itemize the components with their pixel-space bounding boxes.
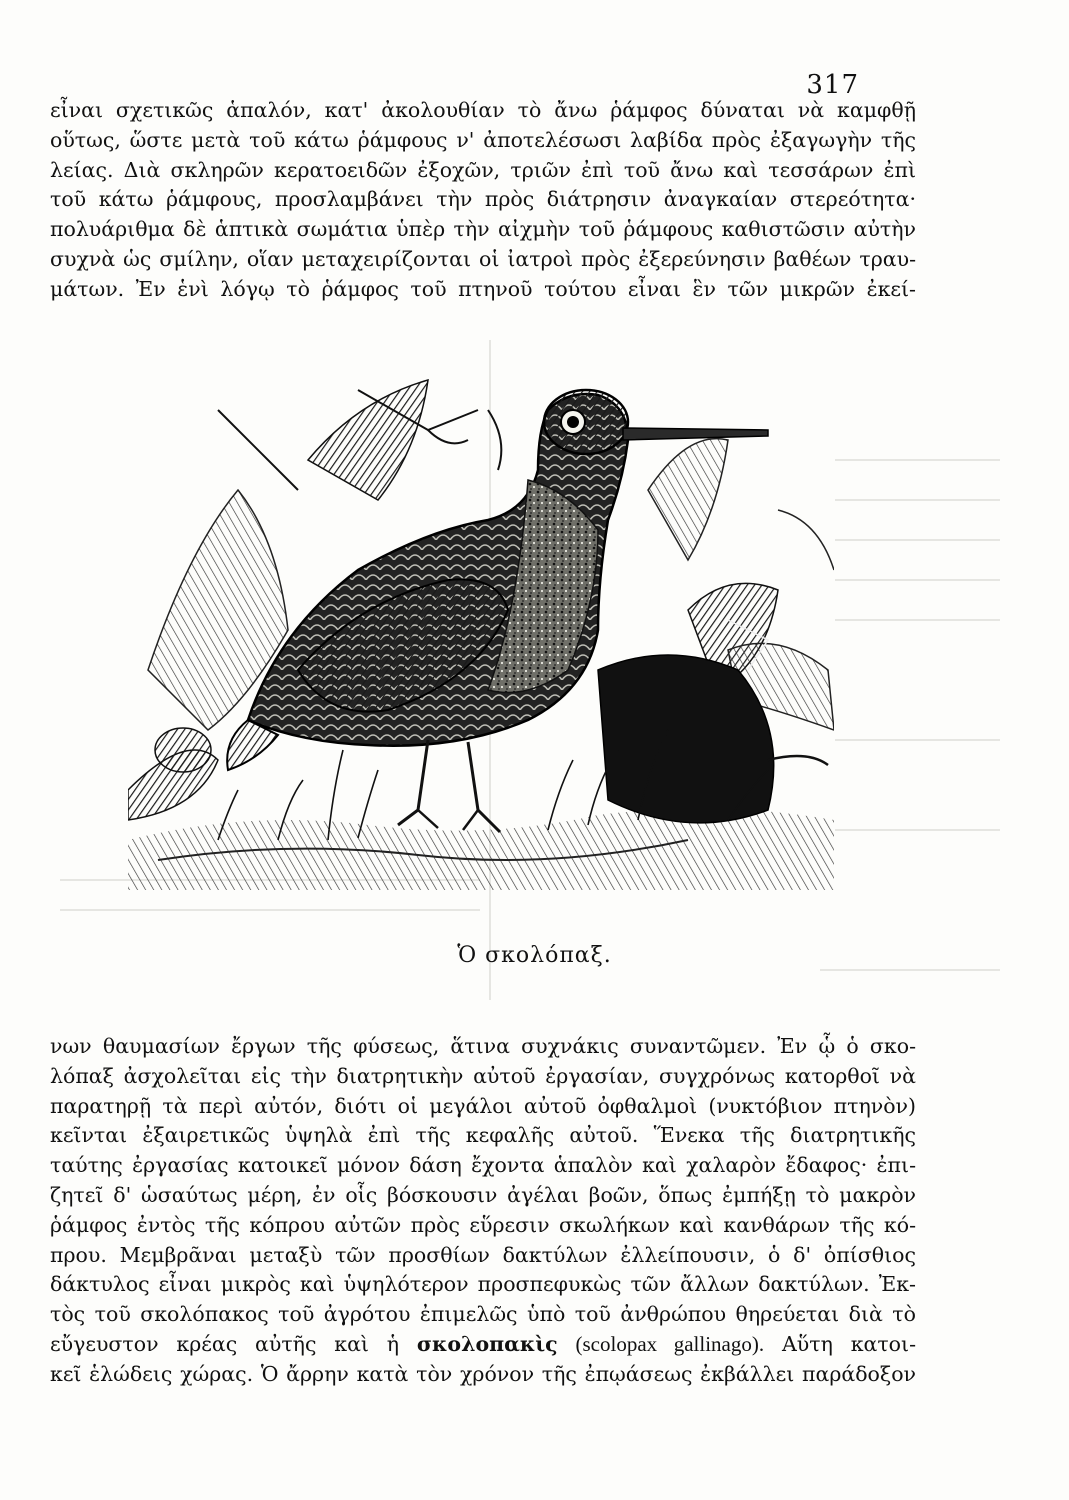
text-segment: Αὕτη κατοι-: [781, 1331, 916, 1356]
text-line: πολυάριθμα δὲ ἁπτικὰ σωμάτια ὑπὲρ τὴν αἰχμὴν τοῦ ῥάμφους καθιστῶσιν αὐτὴν: [50, 217, 916, 242]
text-line: κεῖνται ἐξαιρετικῶς ὑψηλὰ ἐπὶ τῆς κεφαλῆς αὐτοῦ. Ἕνεκα τῆς διατρητικῆς: [50, 1123, 916, 1148]
text-line: λόπαξ ἀσχολεῖται εἰς τὴν διατρητικὴν αὐτοῦ ἐργασίαν, συγχρόνως κατορθοῖ νὰ: [50, 1063, 916, 1088]
text-line-with-term: [50, 1330, 916, 1360]
latin-name: (scolopax gallinago).: [575, 1331, 765, 1356]
text-line: τὸς τοῦ σκολόπακος τοῦ ἀγρότου ἐπιμελῶς ὑπὸ τοῦ ἀνθρώπου θηρεύεται διὰ τὸ: [50, 1302, 916, 1327]
top-paragraph: [50, 96, 916, 305]
text-line: ζητεῖ δ' ὡσαύτως μέρη, ἐν οἷς βόσκουσιν ἀγέλαι βοῶν, ὅπως ἐμπήξῃ τὸ μακρὸν: [50, 1182, 916, 1207]
text-segment: εὔγευστον κρέας αὐτῆς καὶ ἡ: [50, 1331, 400, 1356]
figure-caption: Ὁ σκολόπαξ.: [457, 943, 612, 968]
text-line: πρου. Μεμβρᾶναι μεταξὺ τῶν προσθίων δακτύλων ἐλλείπουσιν, ὁ δ' ὀπίσθιος: [50, 1242, 916, 1267]
text-line: συχνὰ ὡς σμίλην, οἵαν μεταχειρίζονται οἱ ἰατροὶ πρὸς ἐξερεύνησιν βαθέων τραυ-: [50, 246, 916, 271]
text-line: λείας. Διὰ σκληρῶν κερατοειδῶν ἐξοχῶν, τριῶν ἐπὶ τοῦ ἄνω καὶ τεσσάρων ἐπὶ: [50, 157, 916, 182]
text-line: οὕτως, ὥστε μετὰ τοῦ κάτω ῥάμφους ν' ἀποτελέσωσι λαβίδα πρὸς ἐξαγωγὴν τῆς: [50, 127, 916, 152]
page-number: 317: [806, 70, 859, 100]
text-line: μάτων. Ἐν ἑνὶ λόγῳ τὸ ῥάμφος τοῦ πτηνοῦ τούτου εἶναι ἓν τῶν μικρῶν ἐκεί-: [50, 276, 916, 301]
text-line: κεῖ ἑλώδεις χώρας. Ὁ ἄρρην κατὰ τὸν χρόνον τῆς ἐπῳάσεως ἐκβάλλει παράδοξον: [50, 1361, 916, 1386]
text-line: ῥάμφος ἐντὸς τῆς κόπρου αὐτῶν πρὸς εὕρεσιν σκωλήκων καὶ κανθάρων τῆς κό-: [50, 1212, 916, 1237]
text-line: νων θαυμασίων ἔργων τῆς φύσεως, ἅτινα συχνάκις συναντῶμεν. Ἐν ᾧ ὁ σκο-: [50, 1034, 916, 1058]
bottom-paragraph: [50, 1032, 916, 1390]
species-term: σκολοπακὶς: [416, 1331, 558, 1356]
text-line: δάκτυλος εἶναι μικρὸς καὶ ὑψηλότερον προσπεφυκὼς τῶν ἄλλων δακτύλων. Ἐκ-: [50, 1272, 916, 1297]
text-line: ταύτης ἐργασίας κατοικεῖ μόνον δάση ἔχοντα ἁπαλὸν καὶ χαλαρὸν ἔδαφος· ἐπι-: [50, 1153, 916, 1178]
text-line: παρατηρῇ τὰ περὶ αὐτόν, διότι οἱ μεγάλοι αὐτοῦ ὀφθαλμοὶ (νυκτόβιον πτηνὸν): [50, 1093, 916, 1118]
text-line: τοῦ κάτω ῥάμφους, προσλαμβάνει τὴν πρὸς διάτρησιν ἀναγκαίαν στερεότητα·: [50, 187, 916, 212]
text-line: εἶναι σχετικῶς ἁπαλόν, κατ' ἀκολουθίαν τὸ ἄνω ῥάμφος δύναται νὰ καμφθῇ: [50, 98, 916, 122]
woodcock-engraving: [128, 370, 834, 890]
